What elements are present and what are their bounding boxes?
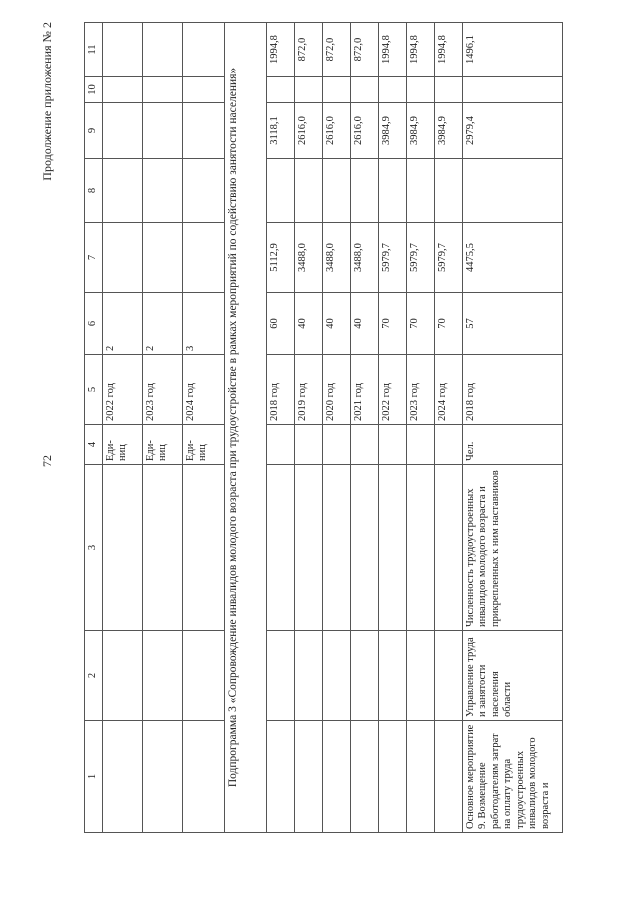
value-cell: 3984,9: [378, 103, 406, 159]
year-cell: 2020 год: [322, 355, 350, 425]
subprogram-title: Подпрограмма 3 «Сопровождение инвалидов молодого возраста при трудоустройстве в рамках мероприятий по содействию занятости населения»: [224, 23, 266, 833]
table-row: [102, 23, 142, 833]
col-header: 7: [85, 223, 103, 293]
year-cell: 2022 год: [102, 355, 142, 425]
col-header: 9: [85, 103, 103, 159]
year-cell: 2023 год: [142, 355, 182, 425]
col-header: 6: [85, 293, 103, 355]
unit-cell: Еди- ниц: [102, 425, 142, 465]
year-cell: 2024 год: [182, 355, 224, 425]
value-cell: 2616,0: [294, 103, 322, 159]
value-cell: 1994,8: [406, 23, 434, 77]
value-cell: 1496,1: [462, 23, 562, 77]
subprogram-row: [224, 23, 266, 833]
table-row: [350, 23, 378, 833]
col-header: 5: [85, 355, 103, 425]
table-row: [322, 23, 350, 833]
value-cell: 1994,8: [266, 23, 294, 77]
col-header: 2: [85, 631, 103, 721]
value-cell: 40: [322, 293, 350, 355]
value-cell: 5979,7: [406, 223, 434, 293]
value-cell: 2616,0: [322, 103, 350, 159]
year-cell: 2024 год: [434, 355, 462, 425]
value-cell: 5979,7: [378, 223, 406, 293]
unit-cell: Еди- ниц: [142, 425, 182, 465]
value-cell: 3984,9: [406, 103, 434, 159]
table-row: [434, 23, 462, 833]
unit-cell: Чел.: [462, 425, 562, 465]
indicator-name: Численность трудоустроенных инвалидов молодого возраста и прикрепленных к ним наставников: [462, 465, 562, 631]
value-cell: 3488,0: [322, 223, 350, 293]
col-header: 8: [85, 159, 103, 223]
table-row: [294, 23, 322, 833]
col-header: 10: [85, 77, 103, 103]
table-row: [378, 23, 406, 833]
value-cell: 2979,4: [462, 103, 562, 159]
header-row: [85, 23, 103, 833]
value-cell: 3488,0: [294, 223, 322, 293]
table-row: [142, 23, 182, 833]
value-cell: 70: [434, 293, 462, 355]
col-header: 11: [85, 23, 103, 77]
value-cell: 40: [294, 293, 322, 355]
year-cell: 2019 год: [294, 355, 322, 425]
responsible-org: Управление труда и занятости населения области: [462, 631, 562, 721]
col-header: 1: [85, 721, 103, 833]
value-cell: 1994,8: [434, 23, 462, 77]
col-header: 3: [85, 465, 103, 631]
table-row: [406, 23, 434, 833]
year-cell: 2021 год: [350, 355, 378, 425]
continuation-note: Продолжение приложения № 2: [40, 22, 54, 181]
value-cell: 2: [102, 293, 142, 355]
value-cell: 3984,9: [434, 103, 462, 159]
value-cell: 872,0: [350, 23, 378, 77]
value-cell: 4475,5: [462, 223, 562, 293]
year-cell: 2018 год: [462, 355, 562, 425]
col-header: 4: [85, 425, 103, 465]
value-cell: 3: [182, 293, 224, 355]
value-cell: 2: [142, 293, 182, 355]
value-cell: 872,0: [294, 23, 322, 77]
value-cell: 1994,8: [378, 23, 406, 77]
value-cell: 872,0: [322, 23, 350, 77]
year-cell: 2023 год: [406, 355, 434, 425]
value-cell: 5979,7: [434, 223, 462, 293]
year-cell: 2018 год: [266, 355, 294, 425]
value-cell: 2616,0: [350, 103, 378, 159]
year-cell: 2022 год: [378, 355, 406, 425]
value-cell: 57: [462, 293, 562, 355]
value-cell: 70: [378, 293, 406, 355]
program-table: [84, 22, 563, 833]
table-row: [462, 23, 562, 833]
value-cell: 40: [350, 293, 378, 355]
value-cell: 3118,1: [266, 103, 294, 159]
measure-name: Основное мероприятие 9. Возмещение работодателям затрат на оплату труда трудоустроенных инвалидов молодого возраста и: [462, 721, 562, 833]
value-cell: 60: [266, 293, 294, 355]
page-number: 72: [40, 455, 54, 467]
value-cell: 5112,9: [266, 223, 294, 293]
table-row: [182, 23, 224, 833]
table-row: [266, 23, 294, 833]
value-cell: 3488,0: [350, 223, 378, 293]
unit-cell: Еди- ниц: [182, 425, 224, 465]
value-cell: 70: [406, 293, 434, 355]
